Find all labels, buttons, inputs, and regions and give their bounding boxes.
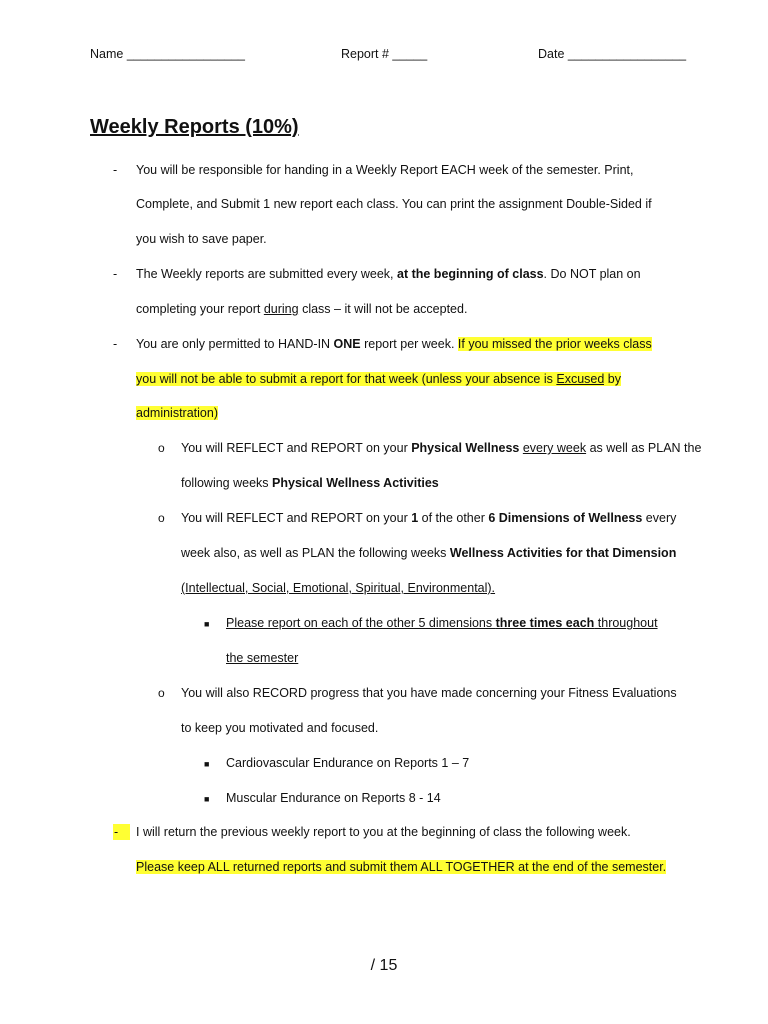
paragraph-line: Cardiovascular Endurance on Reports 1 – 7 xyxy=(226,756,470,770)
paragraph-line: Complete, and Submit 1 new report each class. You can print the assignment Double-Sided if xyxy=(136,197,652,211)
highlighted-text: administration) xyxy=(136,406,218,420)
highlighted-text: you will not be able to submit a report for that week (unless your absence is xyxy=(136,372,557,386)
bullet-dash: - xyxy=(113,163,118,177)
paragraph-line: You will be responsible for handing in a Weekly Report EACH week of the semester. Print, xyxy=(136,163,634,177)
text-run: You will REFLECT and REPORT on your xyxy=(181,441,412,455)
text-run: following weeks xyxy=(181,476,273,490)
report-number-label: Report # _____ xyxy=(341,47,428,61)
text-run: . Do NOT plan on xyxy=(543,267,641,281)
paragraph-line xyxy=(226,615,658,631)
paragraph-line xyxy=(136,336,652,352)
highlighted-text: If you missed the prior weeks class xyxy=(457,337,652,351)
text-run: completing your report xyxy=(136,302,264,316)
paragraph-line xyxy=(136,266,641,282)
underlined-text: during xyxy=(263,302,299,316)
text-run: class – it will not be accepted. xyxy=(298,302,468,316)
bold-text: Wellness Activities for that Dimension xyxy=(449,546,677,560)
bullet-circle: o xyxy=(158,511,165,525)
paragraph-line: you wish to save paper. xyxy=(136,232,267,246)
paragraph-line: (Intellectual, Social, Emotional, Spiritual, Environmental). xyxy=(181,581,496,595)
text-run: You are only permitted to HAND-IN xyxy=(136,337,334,351)
paragraph-line: to keep you motivated and focused. xyxy=(181,721,379,735)
paragraph-line: You will also RECORD progress that you have made concerning your Fitness Evaluations xyxy=(181,686,677,700)
paragraph-line xyxy=(181,510,676,526)
paragraph-line xyxy=(136,405,218,421)
bullet-square: ■ xyxy=(204,794,210,804)
bold-text: ONE xyxy=(333,337,361,351)
paragraph-line xyxy=(136,301,467,317)
bold-text: 1 xyxy=(411,511,419,525)
bullet-dash: - xyxy=(113,267,118,281)
paragraph-line: Muscular Endurance on Reports 8 - 14 xyxy=(226,791,441,805)
paragraph-line xyxy=(136,859,666,875)
highlighted-underlined-text: Excused xyxy=(556,372,605,386)
bullet-dash: - xyxy=(113,337,118,351)
bold-text: 6 Dimensions of Wellness xyxy=(488,511,643,525)
text-run: The Weekly reports are submitted every week, xyxy=(136,267,397,281)
score-footer: / 15 xyxy=(370,957,398,974)
paragraph-line xyxy=(136,371,621,387)
bullet-circle: o xyxy=(158,686,165,700)
bold-text: three times each xyxy=(495,616,595,630)
paragraph-line: the semester xyxy=(226,651,299,665)
text-run: You will REFLECT and REPORT on your xyxy=(181,511,412,525)
page-title: Weekly Reports (10%) xyxy=(90,116,299,138)
paragraph-line xyxy=(181,545,676,561)
text-run: as well as PLAN the xyxy=(586,441,702,455)
bold-text: at the beginning of class xyxy=(397,267,544,281)
bullet-square: ■ xyxy=(204,759,210,769)
name-field-label: Name _________________ xyxy=(90,47,245,61)
text-run: week also, as well as PLAN the following weeks xyxy=(181,546,450,560)
date-field-label: Date _________________ xyxy=(538,47,687,61)
bullet-dash: - xyxy=(113,824,130,840)
highlighted-text: by xyxy=(604,372,621,386)
paragraph-line: I will return the previous weekly report to you at the beginning of class the following week. xyxy=(136,825,631,839)
text-run: throughout xyxy=(594,616,658,630)
bold-text: Physical Wellness xyxy=(411,441,520,455)
paragraph-line xyxy=(181,440,701,456)
text-run: Please report on each of the other 5 dimensions xyxy=(226,616,496,630)
bullet-circle: o xyxy=(158,441,165,455)
underlined-text: every week xyxy=(522,441,587,455)
text-run: every xyxy=(642,511,677,525)
text-run: report per week. xyxy=(360,337,458,351)
text-run: of the other xyxy=(418,511,489,525)
paragraph-line xyxy=(181,475,439,491)
bullet-square: ■ xyxy=(204,619,210,629)
highlighted-text: Please keep ALL returned reports and submit them ALL TOGETHER at the end of the semester. xyxy=(136,860,667,874)
bold-text: Physical Wellness Activities xyxy=(272,476,439,490)
